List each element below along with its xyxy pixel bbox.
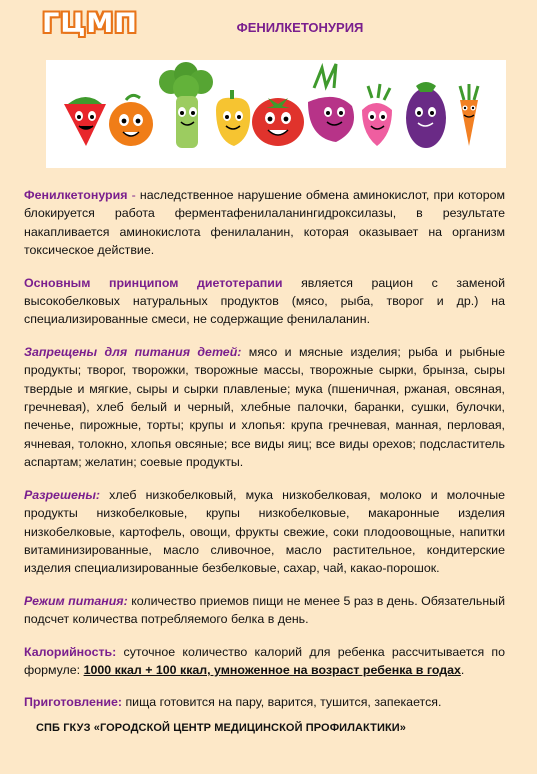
logo-text: ГЦМП (42, 7, 138, 39)
orange-icon (109, 95, 153, 146)
carrot-icon (460, 84, 478, 146)
cooking-text: пища готовится на пару, варится, тушится, запекается. (122, 695, 442, 710)
forbidden-text: мясо и мясные изделия; рыба и рыбные продукты; творог, творожки, творожные массы, творожные сырки, брынза, сыры твердые и мягкие, сыры и сырки плавленые; мука (пшеничная, ржаная, овсяная, гречневая), хлеб белый и черный, хлебные палочки, баранки, сушки, булочки, печенье, пирожные, торты; крупы и хлопья: крупа гречневая, манная, перловая, ячневая, толокно, хлопья овсяные; все виды яиц; все виды орехов; подсластитель аспартам; желатин; соевые продукты. (24, 344, 505, 470)
broccoli-icon (159, 62, 213, 148)
eggplant-icon (406, 82, 446, 148)
strawberry-icon (64, 97, 106, 146)
bell-pepper-icon (216, 90, 250, 146)
cooking-paragraph (24, 693, 505, 711)
logo (42, 7, 138, 39)
regime-paragraph (24, 592, 505, 629)
vegetables-illustration (46, 60, 506, 168)
regime-text: количество приемов пищи не менее 5 раз в день. Обязательный подсчет количества потребляемого белка в день. (24, 593, 506, 627)
cooking-label: Приготовление: (24, 695, 122, 710)
forbidden-paragraph (24, 343, 505, 472)
calories-text: суточное количество калорий для ребенка рассчитывается по формуле: (24, 644, 505, 677)
calories-end: . (460, 662, 465, 677)
calories-label: Калорийность: (24, 644, 117, 659)
definition-text: наследственное нарушение обмена аминокислот, при котором блокируется работа ферментафенилаланингидроксилазы, в результате накапливается аминокислота фенилаланин, которая оказывает на организм токсическое действие. (24, 188, 506, 258)
footer-organization: СПБ ГКУЗ «ГОРОДСКОЙ ЦЕНТР МЕДИЦИНСКОЙ ПРОФИЛАКТИКИ» (36, 722, 407, 734)
definition-term: Фенилкетонурия (24, 188, 128, 202)
allowed-paragraph (24, 486, 505, 578)
definition-dash: - (127, 188, 140, 202)
allowed-label: Разрешены: (24, 487, 101, 502)
definition-paragraph (24, 186, 505, 260)
vegetables-banner (46, 60, 506, 168)
principle-paragraph (24, 274, 505, 329)
article-body (24, 186, 505, 726)
principle-label: Основным принципом диетотерапии (24, 275, 283, 290)
allowed-text: хлеб низкобелковый, мука низкобелковая, молоко и молочные продукты низкобелковые, крупы низкобелковые, макаронные изделия низкобелковые, картофель, овощи, фрукты свежие, соки плодоовощные, напитки витаминизированные, масло сливочное, масло растительное, кондитерские изделия специализированные безбелковые, сахар, чай, какао-порошок. (24, 487, 505, 576)
forbidden-label: Запрещены для питания детей: (24, 344, 242, 359)
calories-paragraph (24, 643, 505, 680)
tomato-icon (252, 98, 304, 146)
beet-icon (308, 64, 354, 142)
radish-icon (362, 84, 392, 146)
page-title: ФЕНИЛКЕТОНУРИЯ (236, 20, 364, 35)
principle-text: является рацион с заменой высокобелковых натуральных продуктов (мясо, рыба, творог и др.) на специализированные смеси, не содержащие фенилаланин. (24, 275, 505, 327)
regime-label: Режим питания: (24, 593, 128, 608)
calories-formula: 1000 ккал + 100 ккал, умноженное на возраст ребенка в годах (83, 662, 461, 677)
